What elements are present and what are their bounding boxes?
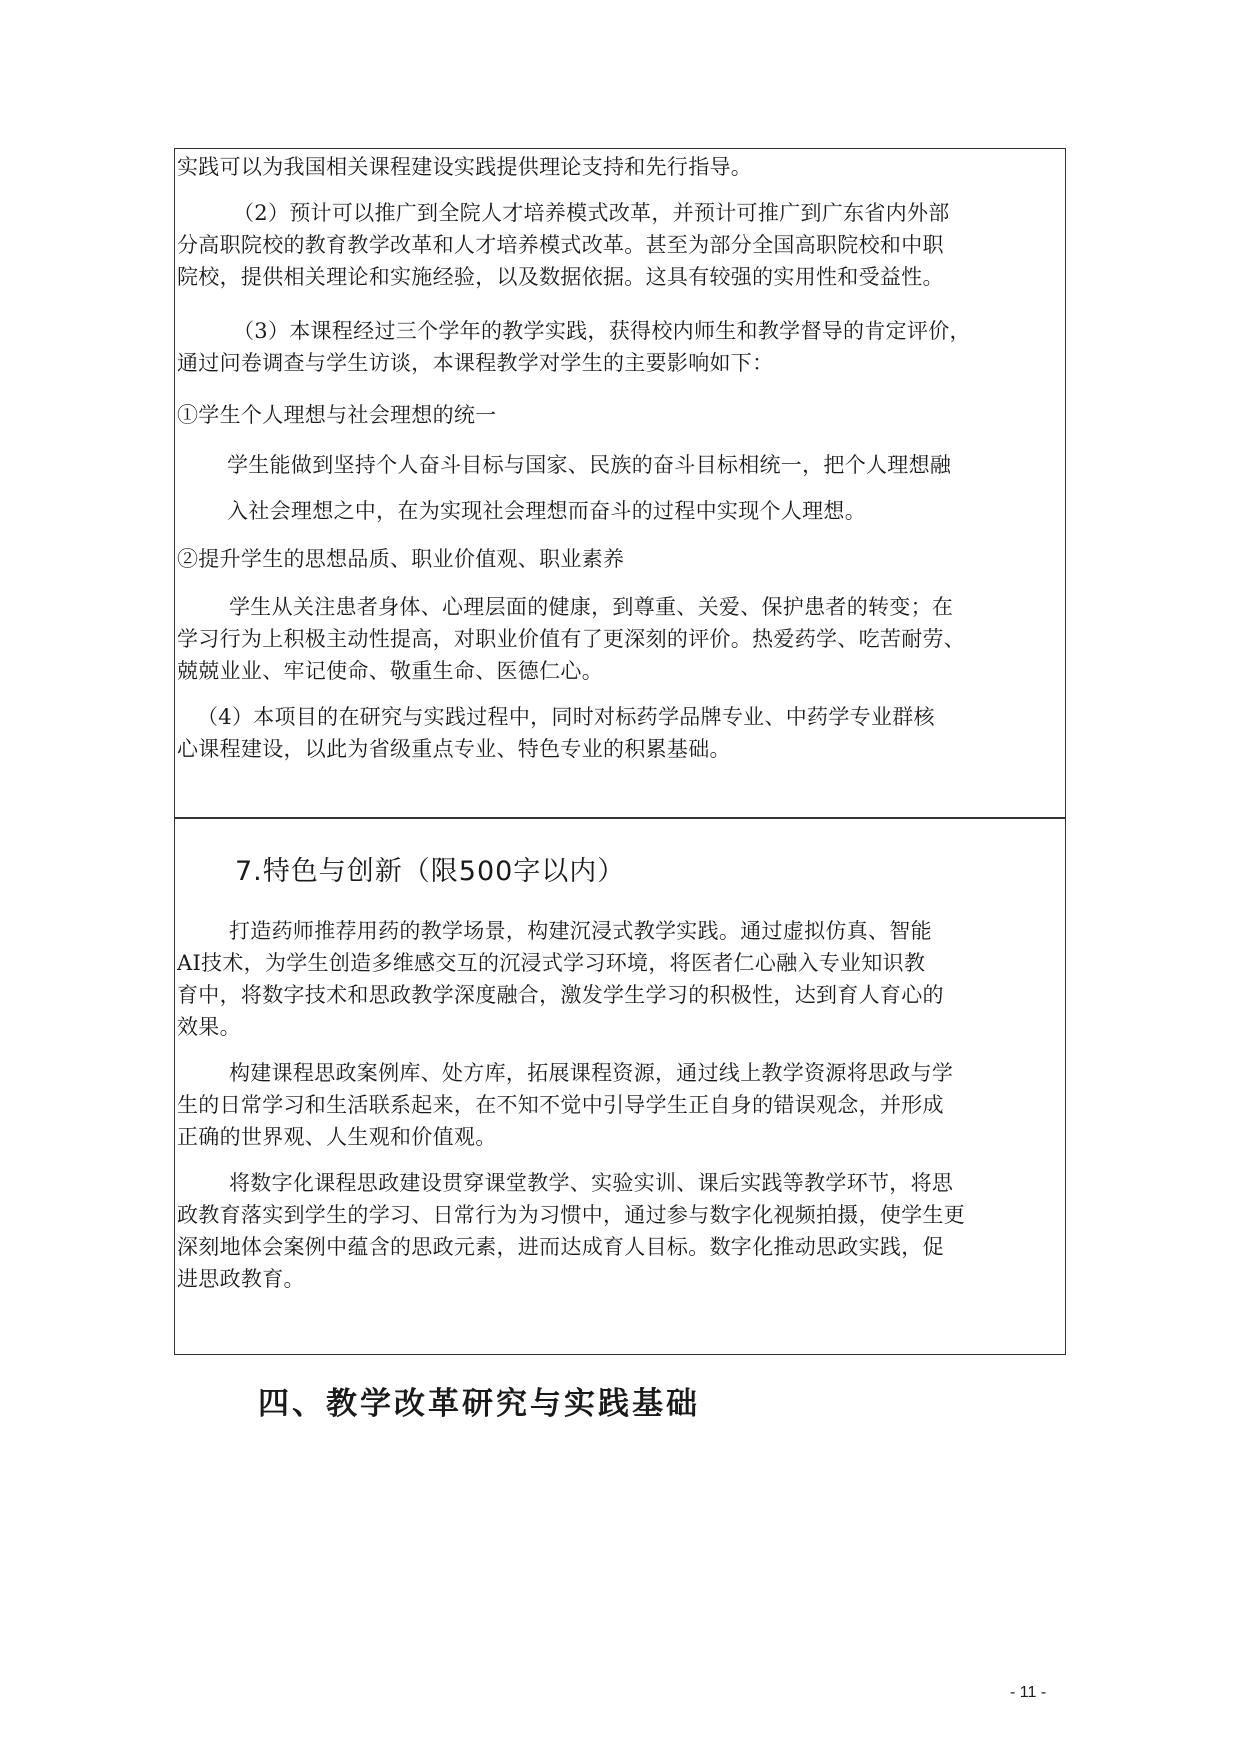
paragraph: 打造药师推荐用药的教学场景，构建沉浸式教学实践。通过虚拟仿真、智能 AI技术，为学生创造多维感交互的沉浸式学习环境，将医者仁心融入专业知识教 育中，将数字技术和思政教学深度融合，激发学生学习的积极性，达到育人育心的 效果。 (177, 919, 944, 1039)
paragraph: （4）本项目的在研究与实践过程中，同时对标药学品牌专业、中药学专业群核 心课程建设，以此为省级重点专业、特色专业的积累基础。 (177, 705, 935, 761)
page-number: - 11 - (1010, 1684, 1047, 1701)
list-heading: ②提升学生的思想品质、职业价值观、职业素养 (177, 547, 625, 571)
paragraph: 构建课程思政案例库、处方库，拓展课程资源，通过线上教学资源将思政与学 生的日常学习和生活联系起来，在不知不觉中引导学生正自身的错误观念，并形成 正确的世界观、人生观和价值观。 (177, 1061, 954, 1149)
section-heading: 7.特色与创新（限500字以内） (235, 856, 626, 887)
paragraph: 实践可以为我国相关课程建设实践提供理论支持和先行指导。 (177, 155, 753, 179)
paragraph: 学生能做到坚持个人奋斗目标与国家、民族的奋斗目标相统一，把个人理想融 (227, 453, 952, 477)
chapter-heading: 四、教学改革研究与实践基础 (258, 1386, 700, 1422)
paragraph: 将数字化课程思政建设贯穿课堂教学、实验实训、课后实践等教学环节，将思 政教育落实到学生的学习、日常行为为习惯中，通过参与数字化视频拍摄，使学生更 深刻地体会案例中蕴含的思政元素，进而达成育人目标。数字化推动思政实践，促 进思政教育。 (177, 1171, 966, 1291)
section-7-box (174, 818, 1066, 1355)
paragraph: （2）预计可以推广到全院人才培养模式改革，并预计可推广到广东省内外部 分高职院校的教育教学改革和人才培养模式改革。甚至为部分全国高职院校和中职 院校，提供相关理论和实施经验，以及数据依据。这具有较强的实用性和受益性。 (177, 201, 950, 289)
section-6-box (174, 148, 1066, 818)
paragraph: 学生从关注患者身体、心理层面的健康，到尊重、关爱、保护患者的转变；在 学习行为上积极主动性提高，对职业价值有了更深刻的评价。热爱药学、吃苦耐劳、 兢兢业业、牢记使命、敬重生命、医德仁心。 (177, 595, 966, 683)
list-heading: ①学生个人理想与社会理想的统一 (177, 403, 497, 427)
paragraph: 入社会理想之中，在为实现社会理想而奋斗的过程中实现个人理想。 (227, 499, 866, 523)
paragraph: （3）本课程经过三个学年的教学实践，获得校内师生和教学督导的肯定评价， 通过问卷调查与学生访谈，本课程教学对学生的主要影响如下： (177, 319, 971, 375)
